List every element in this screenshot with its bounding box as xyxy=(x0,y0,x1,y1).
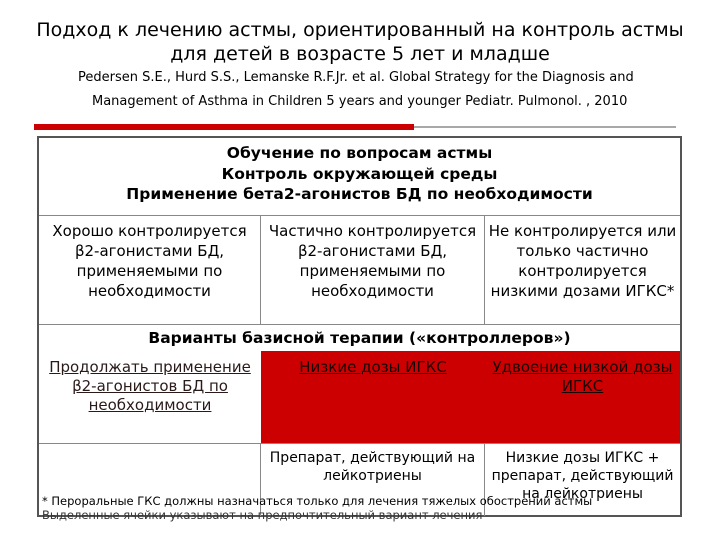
page-title xyxy=(20,18,700,66)
header-line-education: Обучение по вопросам астмы xyxy=(226,144,493,162)
column-well-controlled: Хорошо контролируется β2-агонистами БД, применяемыми по необходимости xyxy=(39,216,261,324)
preferred-cell-continue[interactable]: Продолжать применение β2-агонистов БД по необходимости xyxy=(39,351,261,443)
reference-line-2: Management of Asthma in Children 5 years and younger Pediatr. Pulmonol. , 2010 xyxy=(92,94,628,109)
alt-cell-ics-plus-leukotriene: Низкие дозы ИГКС + препарат, действующий на лейкотриены xyxy=(491,450,674,502)
therapy-table xyxy=(37,136,682,517)
title-line-2: для детей в возрасте 5 лет и младше xyxy=(170,43,550,65)
column-partly-controlled: Частично контролируется β2-агонистами БД, применяемыми по необходимости xyxy=(261,216,485,324)
table-header xyxy=(39,138,680,216)
reference-line-1: Pedersen S.E., Hurd S.S., Lemanske R.F.Jr. et al. Global Strategy for the Diagnosis and xyxy=(78,70,634,85)
title-line-1: Подход к лечению астмы, ориентированный на контроль астмы xyxy=(36,19,684,41)
alt-cell-leukotriene: Препарат, действующий на лейкотриены xyxy=(261,444,485,516)
footnote-highlight: Выделенные ячейки указывают на предпочтительный вариант лечения xyxy=(42,508,483,522)
divider-line xyxy=(414,126,676,128)
footnote-ocs: * Пероральные ГКС должны назначаться только для лечения тяжелых обострений астмы xyxy=(42,494,593,508)
preferred-cell-low-ics[interactable]: Низкие дозы ИГКС xyxy=(299,358,447,376)
header-line-beta2: Применение бета2-агонистов БД по необходимости xyxy=(126,185,593,203)
variants-title: Варианты базисной терапии («контроллеров») xyxy=(39,324,680,352)
preferred-cell-double-ics[interactable]: Удвоение низкой дозы ИГКС xyxy=(492,358,673,395)
accent-bar xyxy=(34,124,414,130)
header-line-environment: Контроль окружающей среды xyxy=(221,164,498,183)
preferred-therapy-row xyxy=(39,351,680,443)
column-not-controlled: Не контролируется или только частично контролируется низкими дозами ИГКС* xyxy=(488,222,677,300)
